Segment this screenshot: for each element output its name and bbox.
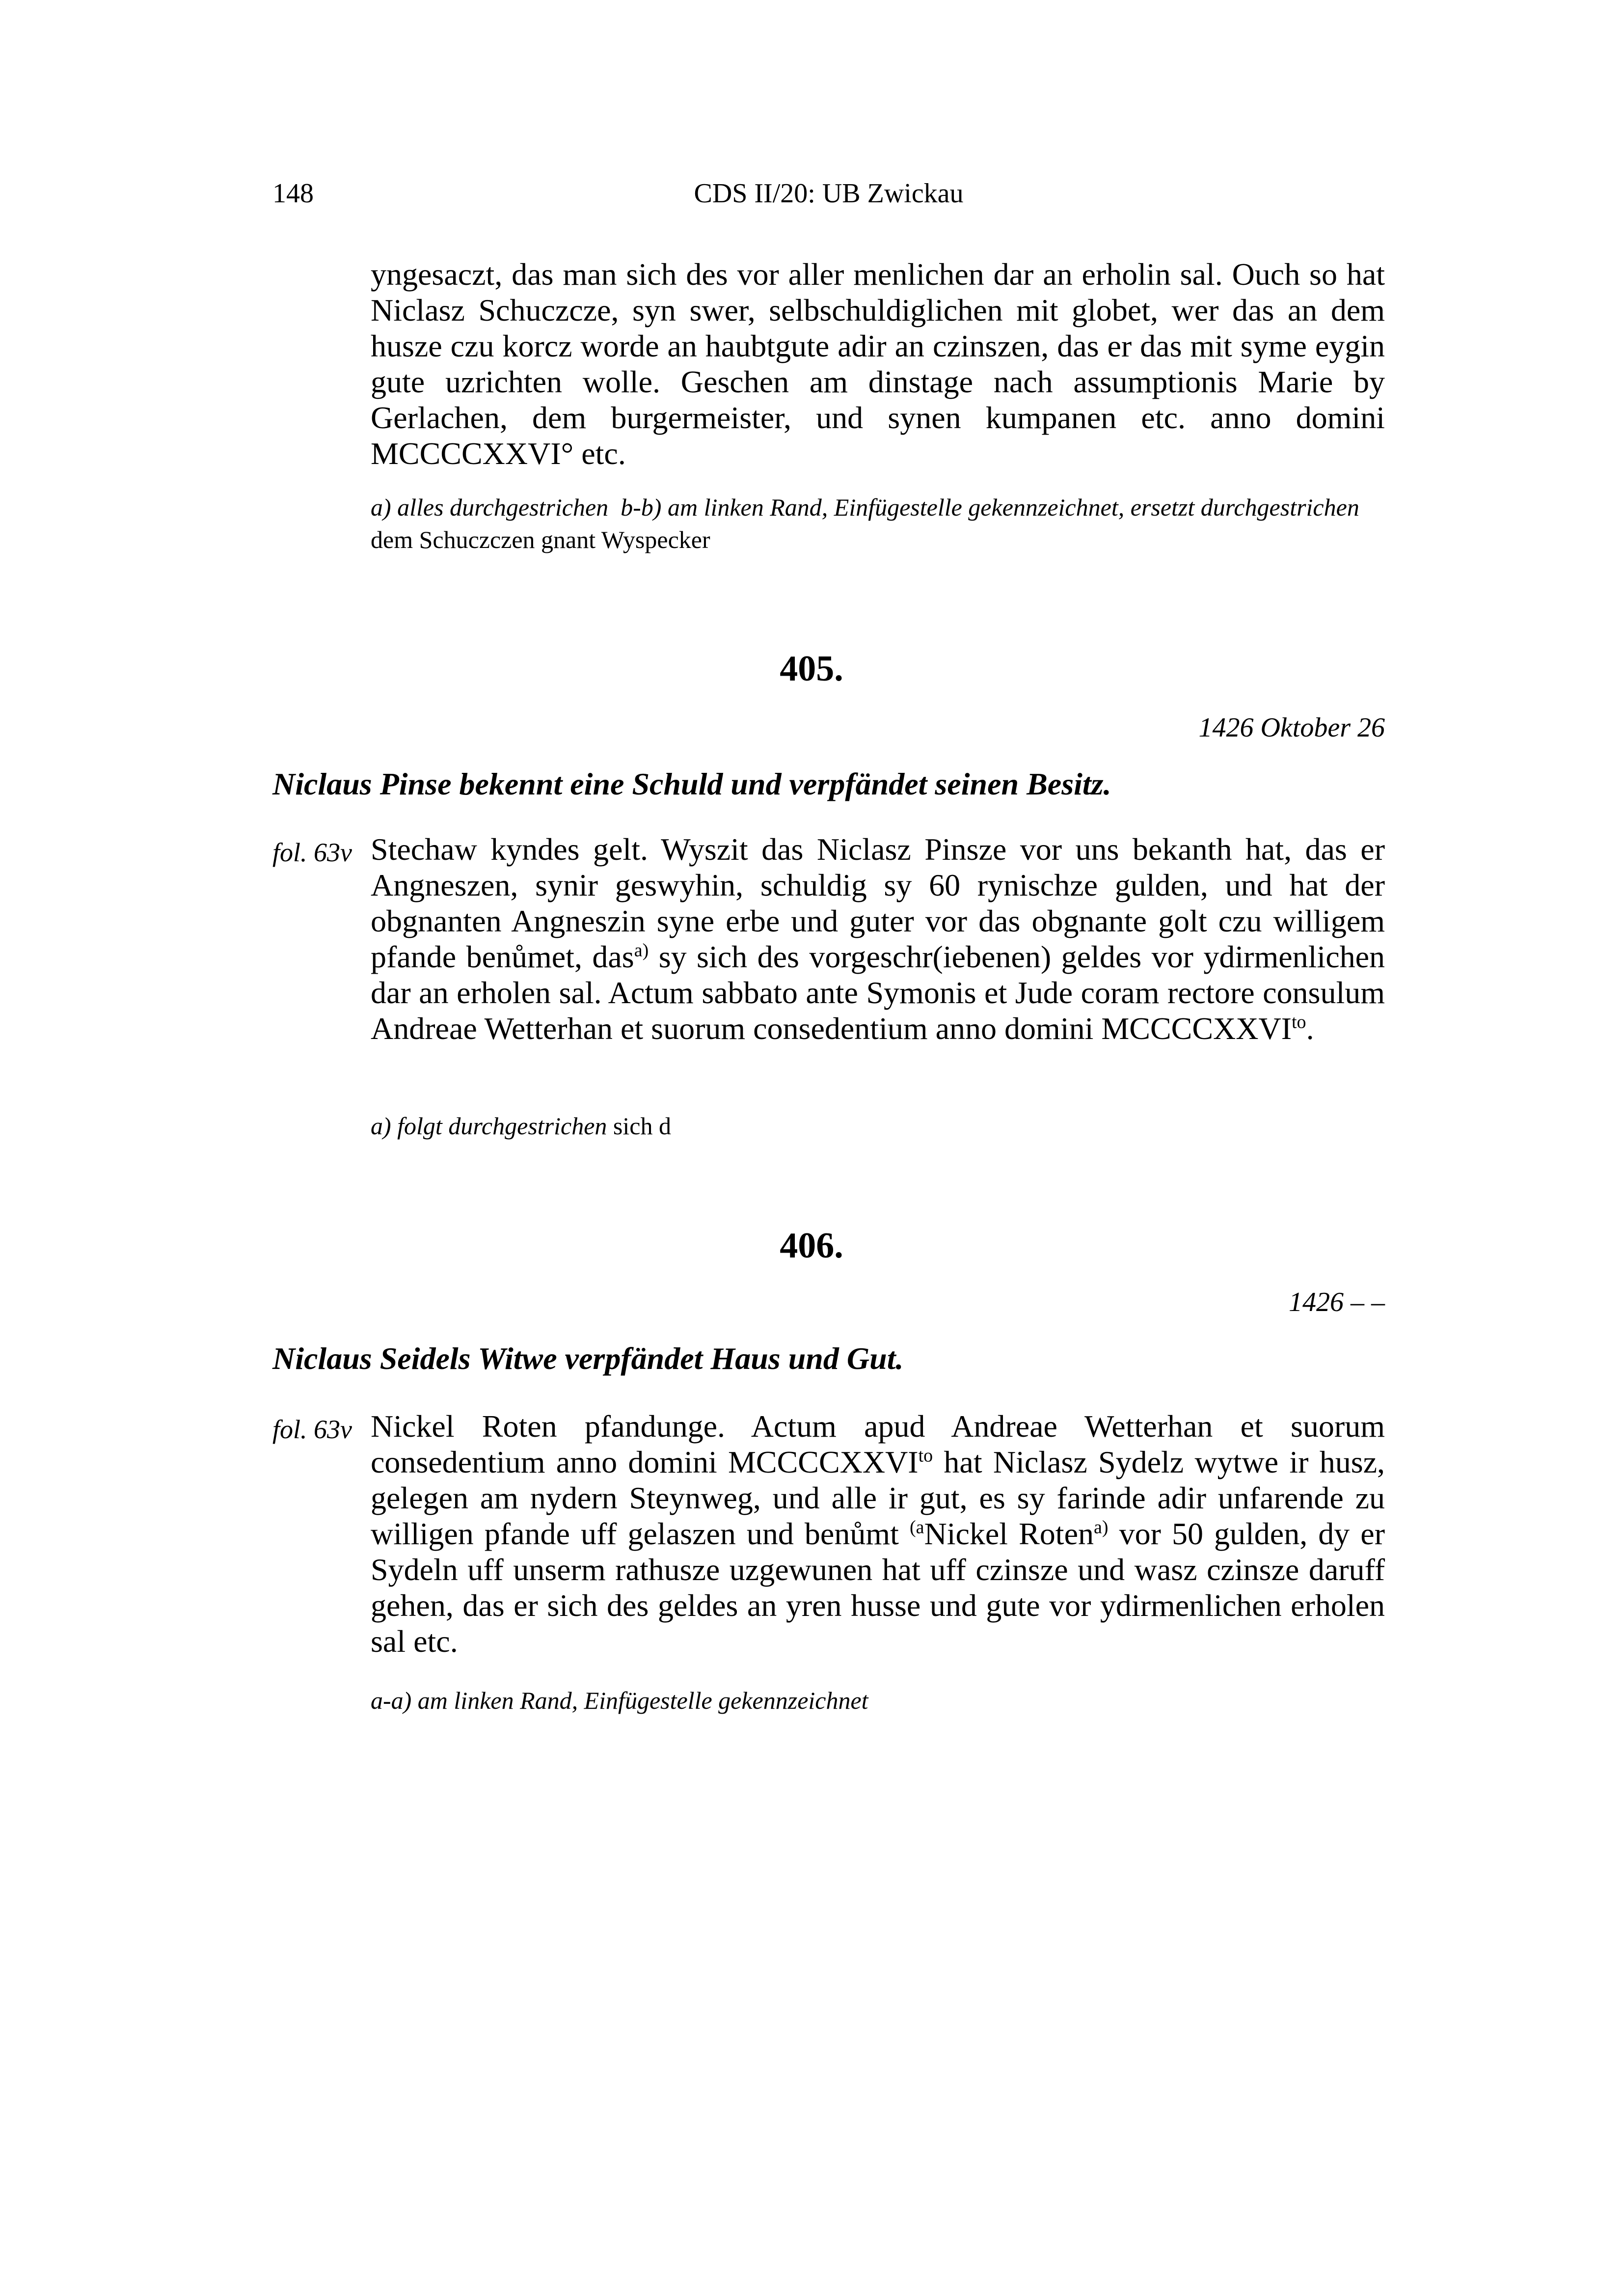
- doc-406-text-part: Nickel Roten: [924, 1516, 1094, 1551]
- doc-405-number: 405.: [780, 649, 843, 689]
- doc-406-date: 1426 – –: [1289, 1287, 1385, 1317]
- page-number: 148: [272, 178, 314, 209]
- doc-405-text-part: sy sich des vorgeschr(iebenen) geldes vor ydirmenlichen dar an erholen sal. Actum sabbato ante Symonis et Jude coram rectore consulum Andreae Wetterhan et suorum consedentium anno domini MCCCCXXVI: [371, 939, 1385, 1046]
- footnote-marker: a): [1094, 1517, 1109, 1538]
- footnote-a: a) alles durchgestrichen: [371, 493, 609, 521]
- doc-405-text-part: .: [1306, 1011, 1314, 1046]
- doc-405-folio: fol. 63v: [272, 838, 352, 867]
- footnote-b-b-deleted-text: dem Schuczczen gnant Wyspecker: [371, 526, 710, 553]
- doc-406-folio: fol. 63v: [272, 1415, 352, 1444]
- doc-405-footnote-roman: sich d: [613, 1112, 671, 1140]
- superscript-to: to: [1292, 1011, 1306, 1033]
- superscript-to: to: [918, 1445, 933, 1466]
- continuation-text: yngesaczt, das man sich des vor aller menlichen dar an erholin sal. Ouch so hat Niclasz Schuczcze, syn swer, selbschuldiglichen mit globet, wer das an dem husze czu korcz worde an haubtgute adir an czinszen, das er das mit syme eygin gute uzrichten wolle. Geschen am dinstage nach assumptionis Marie by Gerlachen, dem burgermeister, und synen kumpanen etc. anno domini MCCCCXXVI° etc.: [371, 257, 1385, 471]
- doc-405-text: [371, 831, 1385, 1046]
- footnote-b-b: b-b) am linken Rand, Einfügestelle gekennzeichnet, ersetzt durchgestrichen: [621, 493, 1359, 521]
- doc-406-text: [371, 1408, 1385, 1659]
- doc-405-text-part: Stechaw kyndes gelt. Wyszit das Niclasz Pinsze vor uns bekanth hat, das er Angneszen, synir geswyhin, schuldig sy 60 rynischze gulden, und hat der obgnanten Angneszin syne erbe und guter vor das obgnante golt czu willigem pfande benůmet, das: [371, 832, 1385, 974]
- continuation-footnotes: [371, 491, 1385, 556]
- doc-405-regest: Niclaus Pinse bekennt eine Schuld und verpfändet seinen Besitz.: [272, 766, 1111, 801]
- doc-405-footnote: [371, 1110, 1385, 1142]
- doc-406-regest: Niclaus Seidels Witwe verpfändet Haus und Gut.: [272, 1341, 904, 1376]
- page-header: [272, 178, 1385, 217]
- footnote-marker: (a: [909, 1517, 924, 1538]
- doc-406-footnote: [371, 1684, 1385, 1717]
- doc-406-text-part: vor 50 gulden, dy er Sydeln uff unserm rathusze uzgewunen hat uff czinsze und wasz czinsze daruff gehen, das er sich des geldes an yren husse und gute vor ydirmenlichen erholen sal etc.: [371, 1516, 1385, 1659]
- running-title: CDS II/20: UB Zwickau: [694, 178, 964, 209]
- footnote-marker: a): [634, 940, 649, 961]
- doc-406-text-part: Nickel Roten pfandunge. Actum apud Andreae Wetterhan et suorum consedentium anno domini MCCCCXXVI: [371, 1409, 1385, 1479]
- doc-406-text-part: hat Niclasz Sydelz wytwe ir husz, gelegen am nydern Steynweg, und alle ir gut, es sy farinde adir unfarende zu willigen pfande uff gelaszen und benůmt: [371, 1445, 1385, 1551]
- doc-406-footnote-italic: a-a) am linken Rand, Einfügestelle gekennzeichnet: [371, 1687, 868, 1714]
- doc-405-date: 1426 Oktober 26: [1198, 712, 1385, 743]
- doc-405-footnote-italic: a) folgt durchgestrichen: [371, 1112, 607, 1140]
- doc-406-number: 406.: [780, 1226, 843, 1266]
